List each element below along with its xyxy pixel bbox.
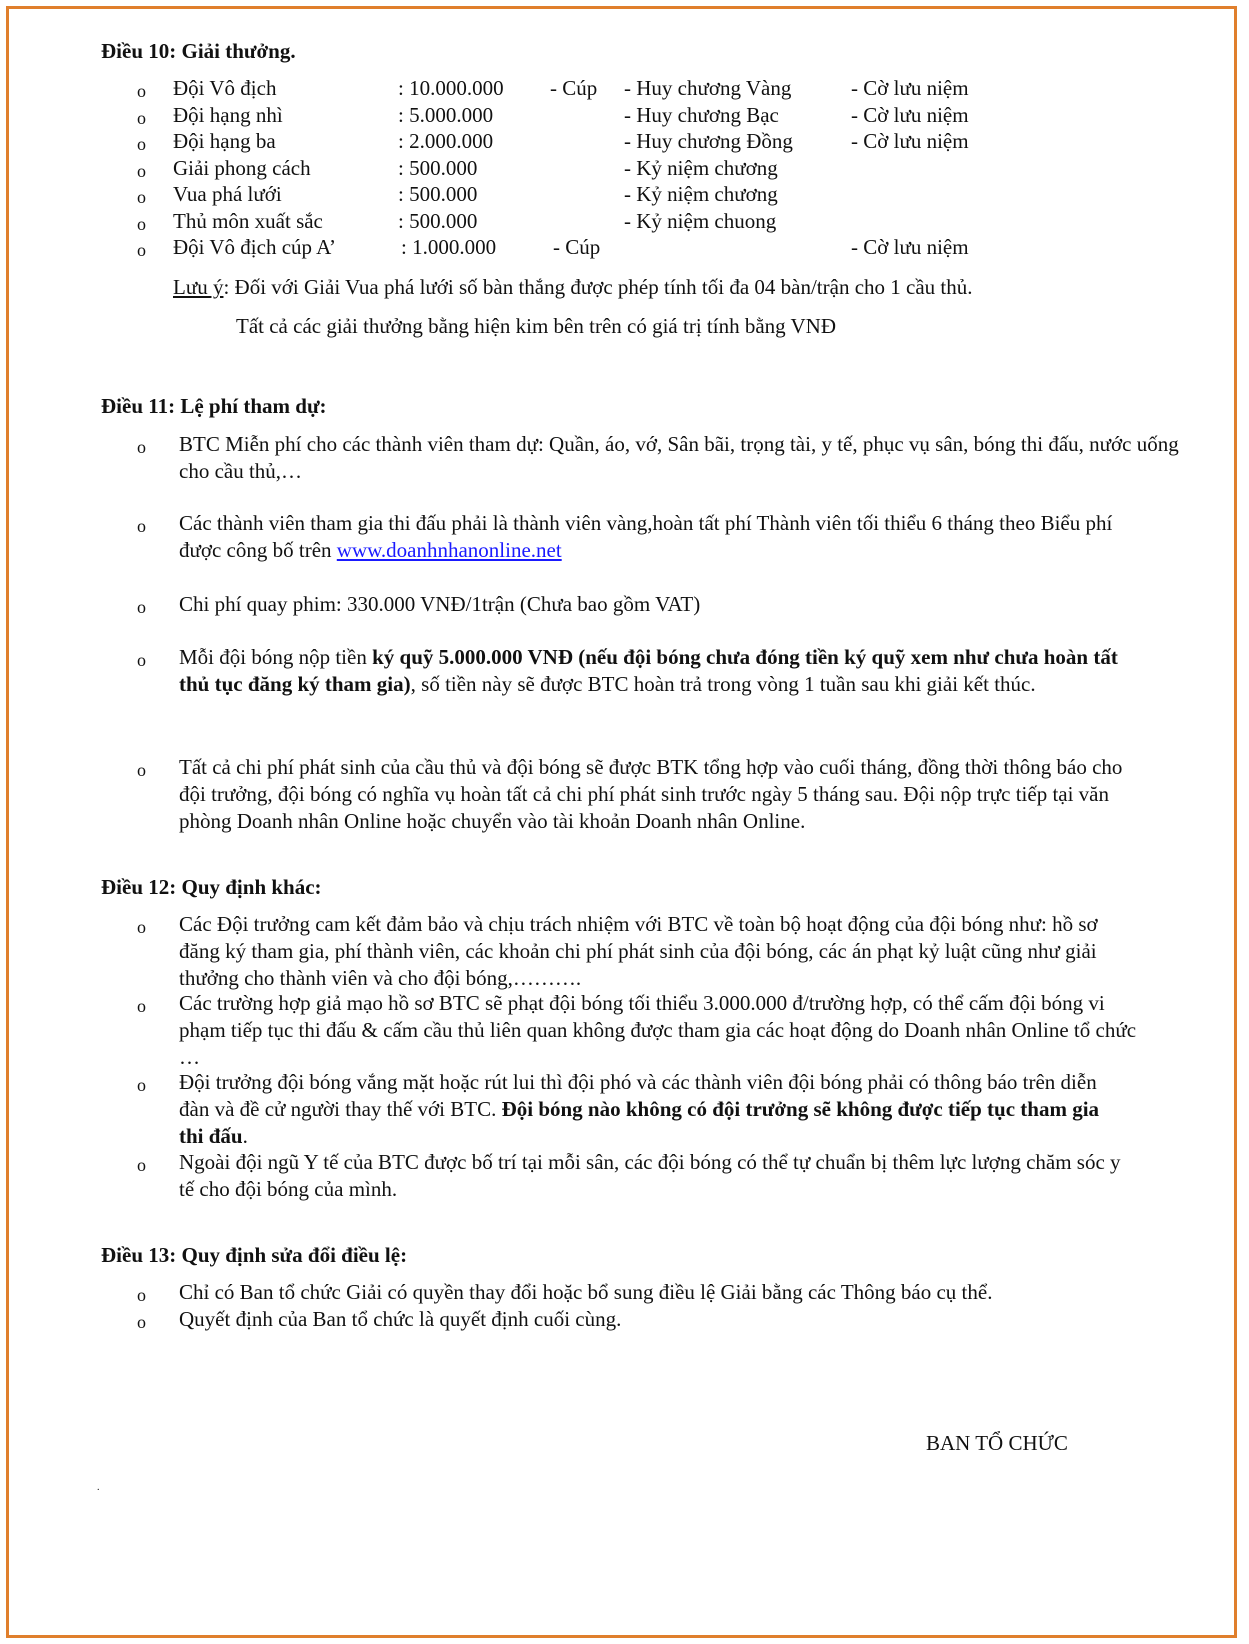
prize-name: Đội Vô địch cúp A’ [173, 235, 336, 259]
prize-name: Giải phong cách [173, 156, 311, 180]
prize-money: : 5.000.000 [398, 103, 494, 127]
bullet: o [137, 187, 146, 207]
fee-deposit-text-end: , số tiền này sẽ được BTC hoàn trả trong vòng 1 tuần sau khi giải kết thúc. [410, 672, 1036, 696]
bullet: o [137, 1155, 146, 1175]
bullet: o [137, 917, 146, 937]
prize-money: : 500.000 [398, 209, 478, 233]
fee-extra-costs: Tất cả chi phí phát sinh của cầu thủ và đội bóng sẽ được BTK tổng hợp vào cuối tháng, đồng thời thông báo cho đội trưởng, đội bóng có nghĩa vụ hoàn tất cả chi phí phát sinh trước ngày 5 tháng sau. Đội nộp trực tiếp tại văn phòng Doanh nhân Online hoặc chuyển vào tài khoản Doanh nhân Online. [179, 755, 1123, 833]
prize-name: Vua phá lưới [173, 182, 282, 206]
prize-money: : 1.000.000 [401, 235, 497, 259]
prize-medal: - Huy chương Bạc [624, 103, 779, 127]
note-text: : Đối với Giải Vua phá lưới số bàn thắng được phép tính tối đa 04 bàn/trận cho 1 cầu thủ. [223, 275, 973, 299]
note-currency: Tất cả các giải thưởng bằng hiện kim bên trên có giá trị tính bằng VNĐ [236, 314, 837, 338]
bullet: o [137, 516, 146, 536]
rule-captain-bold: Đội bóng nào không có đội trưởng sẽ không được tiếp tục tham gia thi đấu [179, 1097, 1100, 1148]
bullet: o [137, 214, 146, 234]
prize-medal: - Kỷ niệm chuong [624, 209, 777, 233]
bullet: o [137, 650, 146, 670]
prize-name: Đội hạng ba [173, 129, 276, 153]
bullet: o [137, 240, 146, 260]
note [173, 274, 973, 301]
rule-medical: Ngoài đội ngũ Y tế của BTC được bố trí tại mỗi sân, các đội bóng có thể tự chuẩn bị thêm lực lượng chăm sóc y tế cho đội bóng của mình. [179, 1150, 1121, 1201]
rule-forgery: Các trường hợp giả mạo hồ sơ BTC sẽ phạt đội bóng tối thiểu 3.000.000 đ/trường hợp, có thể cấm đội bóng vi phạm tiếp tục thi đấu & cấm cầu thủ liên quan không được tham gia các hoạt động do Doanh nhân Online tổ chức … [179, 991, 1137, 1069]
bullet: o [137, 1285, 146, 1305]
fee-membership-text: Các thành viên tham gia thi đấu phải là thành viên vàng,hoàn tất phí Thành viên tối thiểu 6 tháng theo Biểu phí được công bố trên [179, 511, 1113, 562]
fee-deposit-bold: ký quỹ 5.000.000 VNĐ (nếu đội bóng chưa đóng tiền ký quỹ xem như chưa hoàn tất thủ tục đăng ký tham gia) [179, 645, 1118, 696]
article-10-heading: Điều 10: Giải thưởng. [101, 39, 296, 63]
rule-captain-commitment: Các Đội trưởng cam kết đảm bảo và chịu trách nhiệm với BTC về toàn bộ hoạt động của đội bóng như: hồ sơ đăng ký tham gia, phí thành viên, các khoản chi phí phát sinh của đội bóng, các án phạt kỷ luật cũng như giải thưởng cho thành viên và cho đội bóng,………. [179, 912, 1098, 990]
bullet: o [137, 760, 146, 780]
prize-flag: - Cờ lưu niệm [851, 235, 969, 259]
fee-membership [179, 510, 1139, 564]
prize-money: : 2.000.000 [398, 129, 494, 153]
fee-deposit [179, 644, 1139, 698]
article-12-heading: Điều 12: Quy định khác: [101, 875, 322, 899]
prize-money: : 500.000 [398, 182, 478, 206]
signature-organizer: BAN TỔ CHỨC [926, 1431, 1068, 1455]
website-link[interactable]: www.doanhnhanonline.net [336, 538, 562, 562]
prize-flag: - Cờ lưu niệm [851, 103, 969, 127]
rule-captain-absence [179, 1069, 1119, 1150]
prize-money: : 500.000 [398, 156, 478, 180]
prize-medal: - Kỷ niệm chương [624, 156, 778, 180]
article-13-heading: Điều 13: Quy định sửa đổi điều lệ: [101, 1243, 408, 1267]
article-11-heading: Điều 11: Lệ phí tham dự: [101, 394, 327, 418]
rule-captain-text: Đội trưởng đội bóng vắng mặt hoặc rút lui thì đội phó và các thành viên đội bóng phải có thông báo trên diễn đàn và đề cử người thay thế với BTC. [179, 1070, 1097, 1121]
stray-mark: . [97, 1482, 100, 1493]
bullet: o [137, 134, 146, 154]
bullet: o [137, 597, 146, 617]
prize-medal: - Huy chương Đồng [624, 129, 793, 153]
prize-flag: - Cờ lưu niệm [851, 129, 969, 153]
prize-cup: - Cúp [553, 235, 601, 259]
prize-name: Đội hạng nhì [173, 103, 283, 127]
prize-name: Thủ môn xuất sắc [173, 209, 323, 233]
note-label: Lưu ý [173, 275, 224, 299]
fee-deposit-text: Mỗi đội bóng nộp tiền [179, 645, 373, 669]
fee-filming: Chi phí quay phim: 330.000 VNĐ/1trận (Chưa bao gồm VAT) [179, 592, 701, 616]
prize-flag: - Cờ lưu niệm [851, 76, 969, 100]
bullet: o [137, 1075, 146, 1095]
bullet: o [137, 161, 146, 181]
prize-cup: - Cúp [550, 76, 598, 100]
amend-rule-2: Quyết định của Ban tổ chức là quyết định cuối cùng. [179, 1307, 622, 1331]
prize-name: Đội Vô địch [173, 76, 277, 100]
bullet: o [137, 437, 146, 457]
bullet: o [137, 1312, 146, 1332]
amend-rule-1: Chỉ có Ban tổ chức Giải có quyền thay đổi hoặc bổ sung điều lệ Giải bằng các Thông báo cụ thể. [179, 1280, 993, 1304]
prize-medal: - Kỷ niệm chương [624, 182, 778, 206]
prize-medal: - Huy chương Vàng [624, 76, 792, 100]
fee-free-items: BTC Miễn phí cho các thành viên tham dự: Quần, áo, vớ, Sân bãi, trọng tài, y tế, phục vụ sân, bóng thi đấu, nước uống cho cầu thủ,… [179, 432, 1179, 483]
rule-captain-end: . [242, 1124, 248, 1148]
bullet: o [137, 108, 146, 128]
bullet: o [137, 996, 146, 1016]
bullet: o [137, 81, 146, 101]
prize-money: : 10.000.000 [398, 76, 504, 100]
